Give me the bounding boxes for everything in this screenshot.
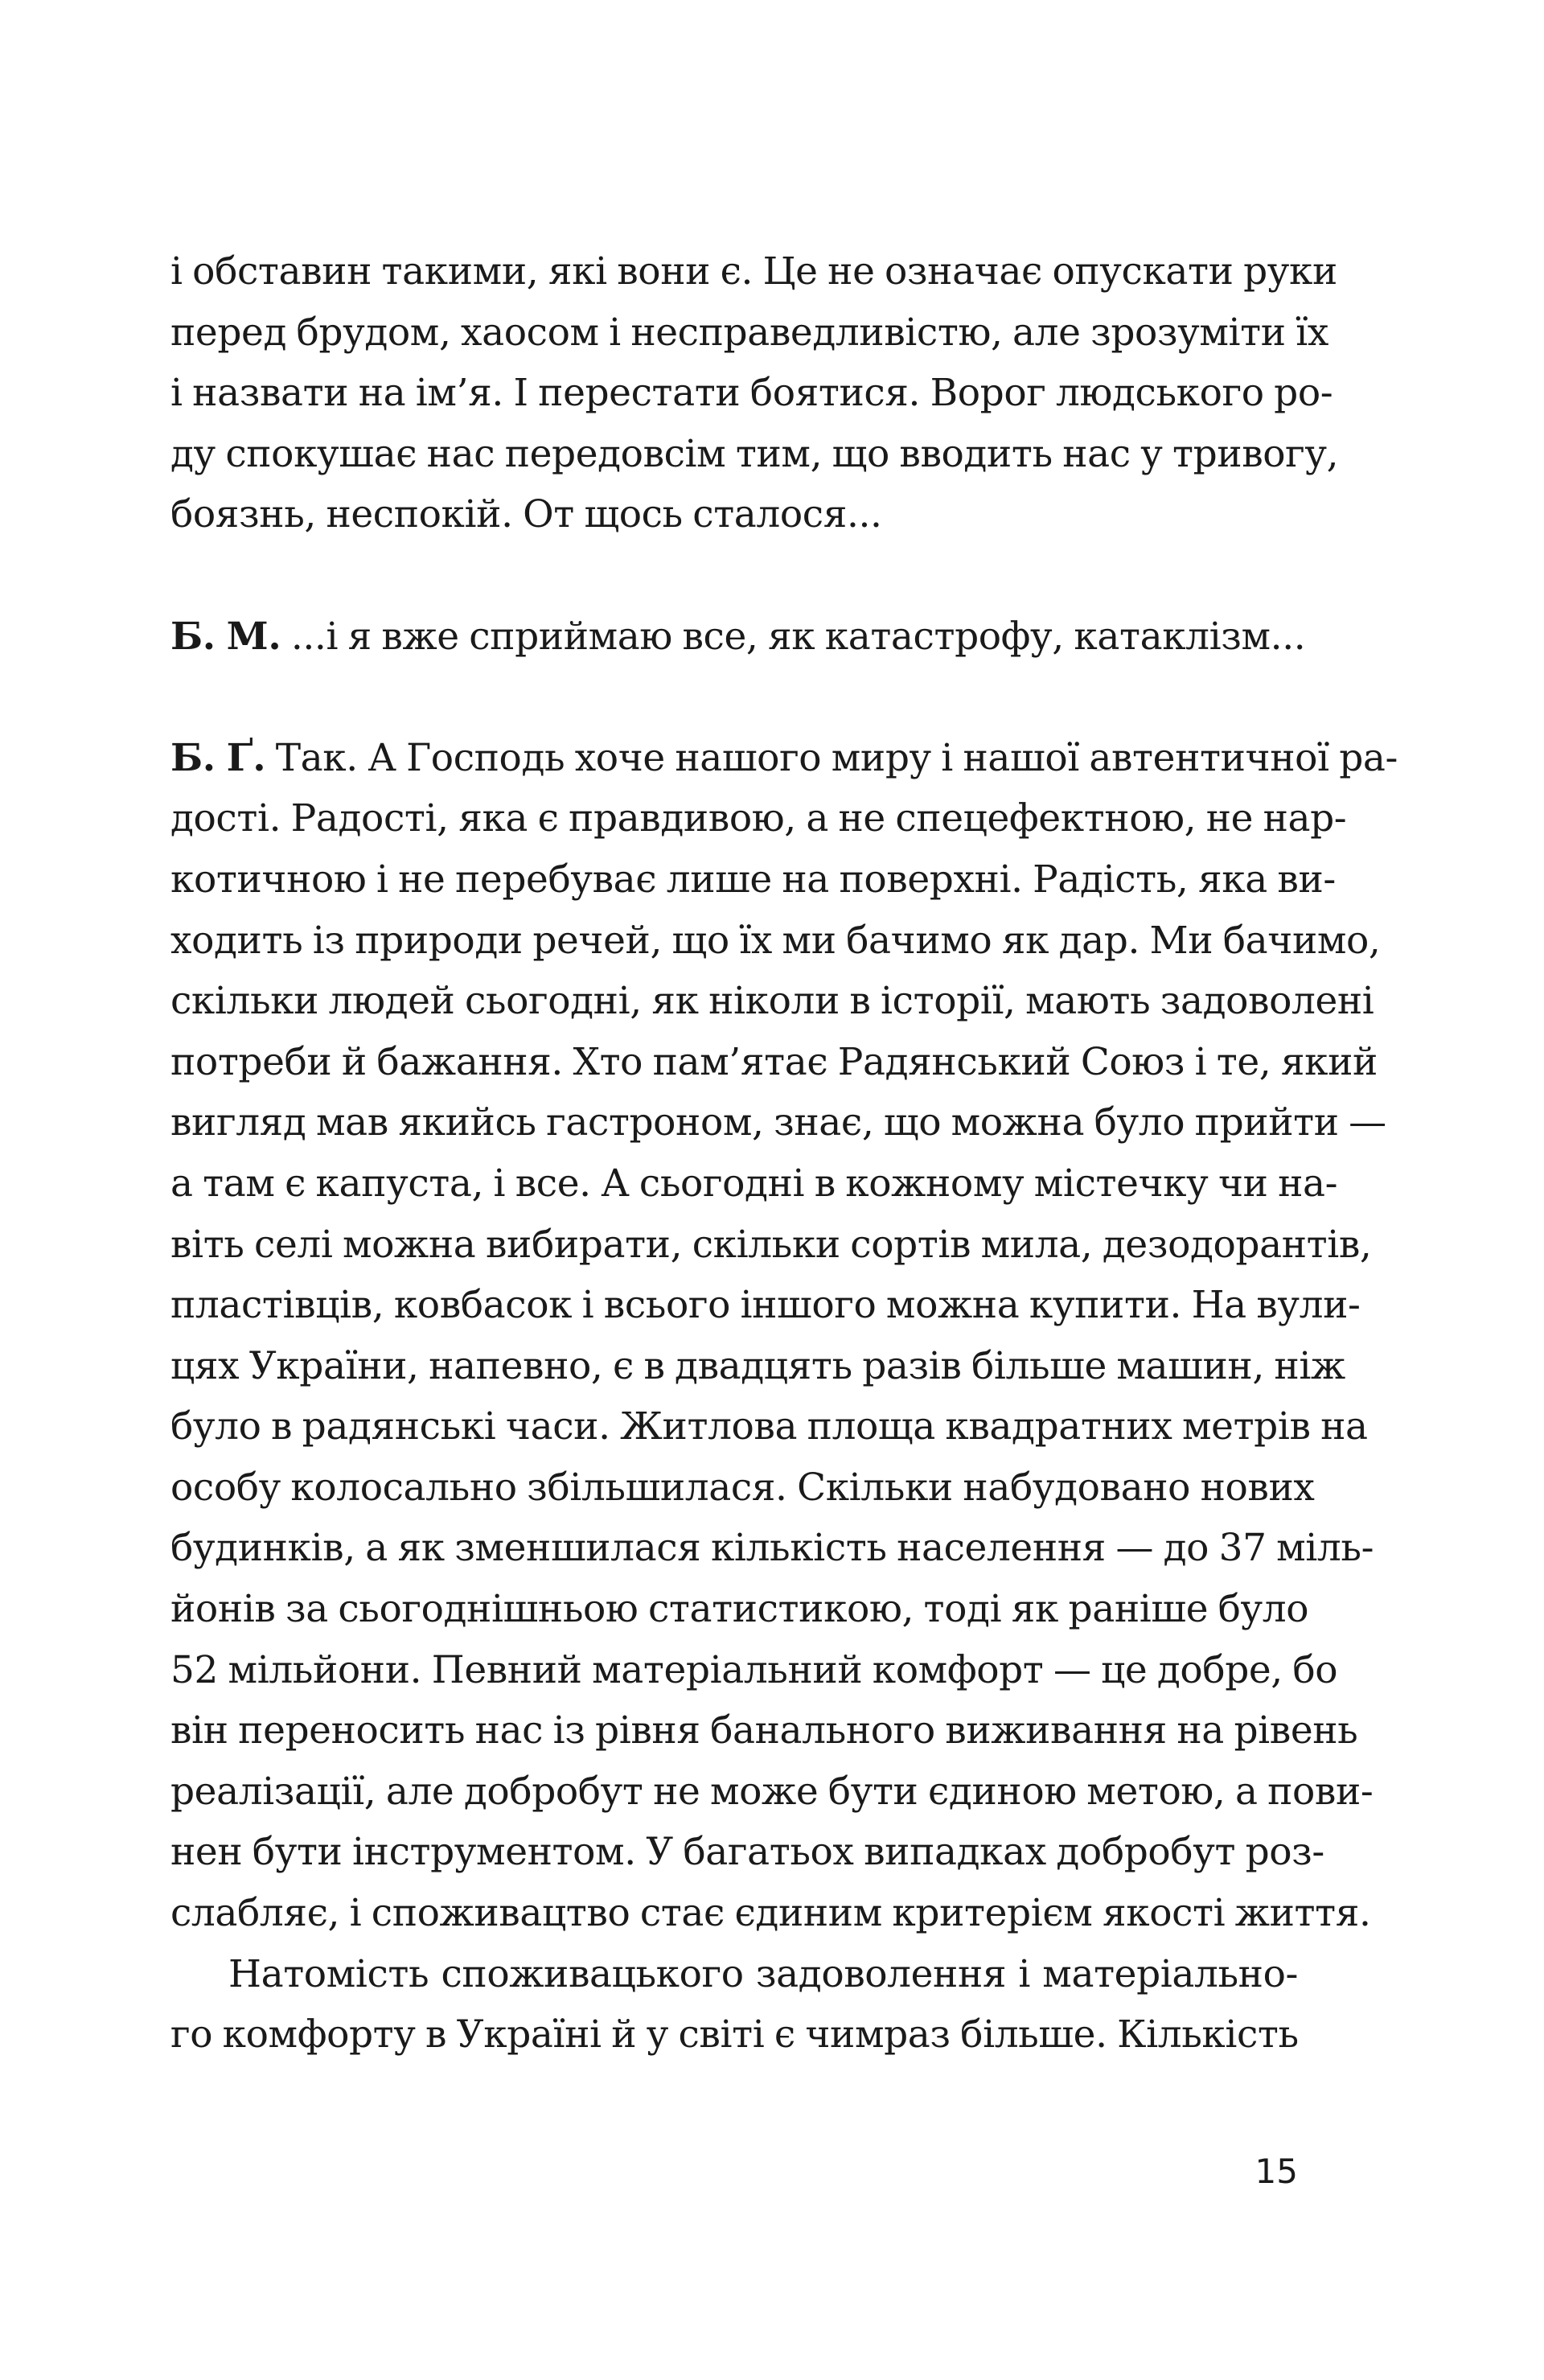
paragraph-gap: [170, 545, 1298, 606]
dialogue-text: ...і я вже сприймаю все, як катастрофу, катаклізм...: [290, 614, 1306, 659]
text-line: Натомість споживацького задоволення і матеріально-: [228, 1951, 1298, 1996]
dialogue-text: Так. А Господь хоче нашого миру і нашої автентичної ра-: [275, 735, 1398, 780]
text-line: 52 мільйони. Певний матеріальний комфорт — це добре, бо: [170, 1647, 1338, 1692]
text-line: йонів за сьогоднішньою статистикою, тоді як раніше було: [170, 1587, 1309, 1632]
text-line: слабляє, і споживацтво стає єдиним критерієм якості життя.: [170, 1891, 1371, 1936]
text-line: дості. Радості, яка є правдивою, а не спецефектною, не нар-: [170, 796, 1347, 841]
text-line: він переносить нас із рівня банального виживання на рівень: [170, 1708, 1358, 1753]
body-text: [170, 241, 1398, 2066]
speaker-label: Б. М.: [170, 614, 281, 659]
text-line: перед брудом, хаосом і несправедливістю, але зрозуміти їх: [170, 310, 1328, 355]
text-line: пластівців, ковбасок і всього іншого можна купити. На вули-: [170, 1283, 1361, 1328]
text-line: потреби й бажання. Хто пам’ятає Радянський Союз і те, який: [170, 1039, 1378, 1084]
text-line: вигляд мав якийсь гастроном, знає, що можна було прийти —: [170, 1100, 1386, 1145]
paragraph-gap: [170, 667, 1298, 728]
text-line: а там є капуста, і все. А сьогодні в кожному містечку чи на-: [170, 1161, 1338, 1206]
text-line: віть селі можна вибирати, скільки сортів мила, дезодорантів,: [170, 1222, 1372, 1267]
text-line: го комфорту в Україні й у світі є чимраз більше. Кількість: [170, 2012, 1299, 2057]
text-line: ду спокушає нас передовсім тим, що вводить нас у тривогу,: [170, 431, 1339, 476]
text-line: і назвати на ім’я. І перестати боятися. Ворог людського ро-: [170, 371, 1333, 416]
text-line: особу колосально збільшилася. Скільки набудовано нових: [170, 1465, 1315, 1510]
text-line: боязнь, неспокій. От щось сталося...: [170, 492, 882, 537]
page-number: 15: [1254, 2152, 1298, 2191]
text-line: скільки людей сьогодні, як ніколи в історії, мають задоволені: [170, 979, 1374, 1024]
text-line: цях України, напевно, є в двадцять разів більше машин, ніж: [170, 1343, 1345, 1388]
text-line: було в радянські часи. Житлова площа квадратних метрів на: [170, 1404, 1368, 1449]
text-line: нен бути інструментом. У багатьох випадках добробут роз-: [170, 1830, 1324, 1875]
text-line: ходить із природи речей, що їх ми бачимо як дар. Ми бачимо,: [170, 918, 1381, 963]
dialogue-line: [170, 606, 1306, 668]
dialogue-line: [170, 728, 1398, 789]
text-line: реалізації, але добробут не може бути єдиною метою, а пови-: [170, 1769, 1374, 1814]
text-line: і обставин такими, які вони є. Це не означає опускати руки: [170, 249, 1337, 294]
text-line: будинків, а як зменшилася кількість населення — до 37 міль-: [170, 1526, 1374, 1571]
speaker-label: Б. Ґ.: [170, 735, 266, 780]
text-line: котичною і не перебуває лише на поверхні. Радість, яка ви-: [170, 857, 1336, 902]
